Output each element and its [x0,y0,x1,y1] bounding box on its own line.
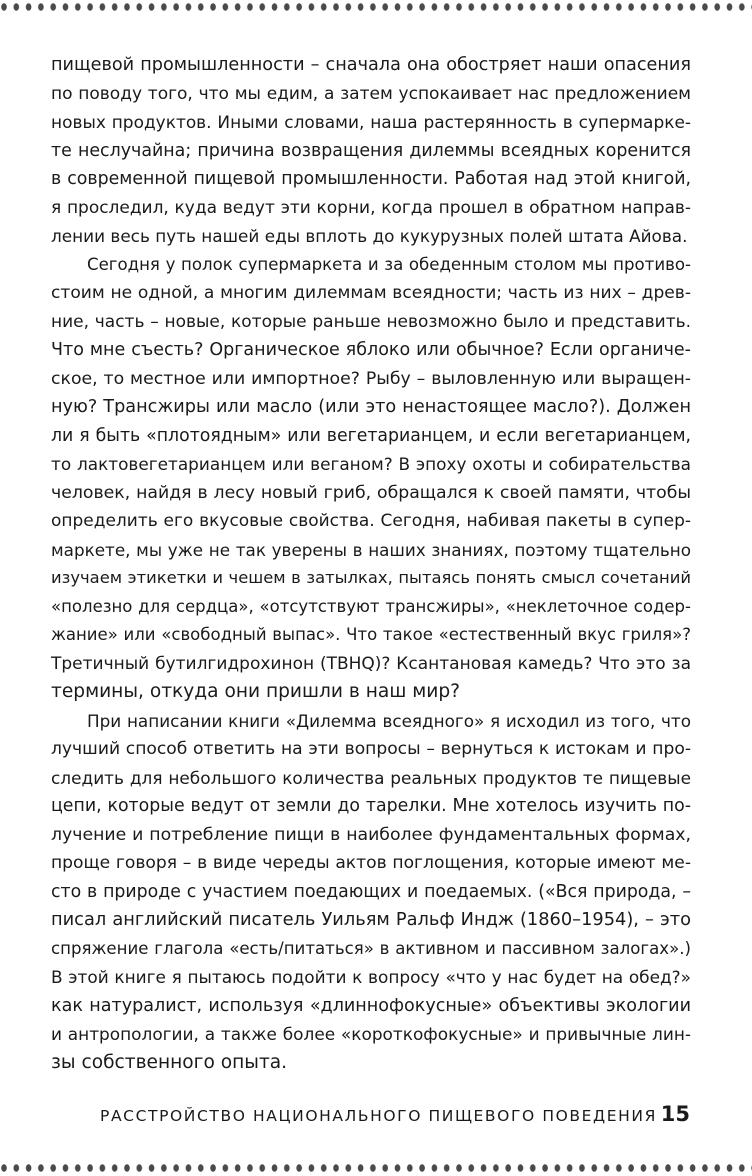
text-line: жание» или «свободный выпас». Что такое «естественный вкус гриля»? [51,625,691,644]
text-line: термины, откуда они пришли в наш мир? [51,681,461,702]
text-line: В этой книге я пытаюсь подойти к вопросу «что у нас будет на обед?» [51,967,691,987]
bottom-dotted-border [0,1161,752,1175]
text-line: Что мне съесть? Органическое яблоко или обычное? Если органиче- [51,340,691,360]
paragraph-first-line: Сегодня у полок супермаркета и за обеденным столом мы противо- [87,254,691,274]
text-line: маркете, мы уже не так уверены в наших знаниях, поэтому тщательно [51,539,691,560]
text-line: проще говоря – в виде череды актов поглощения, которые имеют ме- [51,853,691,873]
text-line: как натуралист, используя «длиннофокусные» объективы экологии [51,995,691,1016]
text-line: стоим не одной, а многим дилеммам всеядности; часть из них – древ- [51,283,691,303]
text-line: ние, часть – новые, которые раньше невозможно было и представить. [51,311,691,332]
text-line: лении весь путь нашей еды вплоть до кукурузных полей штата Айова. [51,226,688,246]
text-line: я проследил, куда ведут эти корни, когда прошел в обратном направ- [51,197,691,218]
page-number: 15 [660,1102,690,1126]
text-line: изучаем этикетки и чешем в затылках, пытаясь понять смысл сочетаний [51,568,691,587]
body-text [51,51,691,1077]
text-line: Третичный бутилгидрохинон (TBHQ)? Ксантановая камедь? Что это за [51,653,691,674]
top-dotted-border [0,0,752,14]
text-line: то лактовегетарианцем или веганом? В эпоху охоты и собирательства [51,454,691,474]
text-line: зы собственного опыта. [51,1051,288,1073]
text-line: лучение и потребление пищи в наиболее фундаментальных формах, [51,824,691,845]
text-line: спряжение глагола «есть/питаться» в активном и пассивном залогах».) [51,938,691,958]
text-line: по поводу того, что мы едим, а затем успокаивает нас предложением [51,83,691,104]
text-line: новых продуктов. Иными словами, наша растерянность в супермарке- [51,112,691,132]
text-line: и антропологии, а также более «короткофокусные» и привычные лин- [51,1024,691,1044]
text-line: сто в природе с участием поедающих и поедаемых. («Вся природа, – [51,881,691,902]
text-line: ское, то местное или импортное? Рыбу – выловленную или выращен- [51,368,691,389]
page-footer [100,1103,692,1129]
text-line: лучший способ ответить на эти вопросы – вернуться к истокам и про- [51,739,691,759]
text-line: «полезно для сердца», «отсутствуют трансжиры», «неклеточное содер- [51,596,691,616]
running-head: РАССТРОЙСТВО НАЦИОНАЛЬНОГО ПИЩЕВОГО ПОВЕДЕНИЯ [100,1107,657,1125]
text-line: те неслучайна; причина возвращения дилеммы всеядных коренится [51,140,691,161]
text-line: определить его вкусовые свойства. Сегодня, набивая пакеты в супер- [51,511,691,531]
text-line: человек, найдя в лесу новый гриб, обращался к своей памяти, чтобы [51,482,691,503]
text-line: следить для небольшого количества реальных продуктов те пищевые [51,767,691,788]
text-line: пищевой промышленности – сначала она обостряет наши опасения [51,55,691,75]
text-line: цепи, которые ведут от земли до тарелки. Мне хотелось изучить по- [51,796,691,816]
text-line: ную? Трансжиры или масло (или это ненастоящее масло?). Должен [51,397,691,417]
text-line: в современной пищевой промышленности. Работая над этой книгой, [51,169,691,189]
text-line: ли я быть «плотоядным» или вегетарианцем, и если вегетарианцем, [51,425,691,446]
text-line: писал английский писатель Уильям Ральф Индж (1860–1954), – это [51,909,691,930]
paragraph-first-line: При написании книги «Дилемма всеядного» я исходил из того, что [87,710,691,731]
